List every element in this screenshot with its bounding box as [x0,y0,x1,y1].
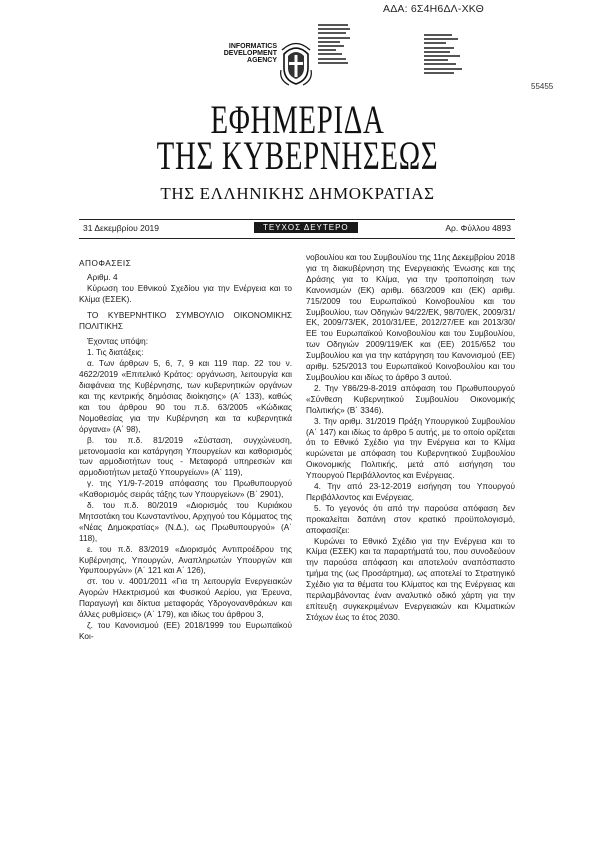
paragraph: ΤΟ ΚΥΒΕΡΝΗΤΙΚΟ ΣΥΜΒΟΥΛΙΟ ΟΙΚΟΝΟΜΙΚΗΣ ΠΟΛΙΤΙΚΗΣ [79,310,292,331]
document-number: 55455 [531,82,554,91]
paragraph: ΑΠΟΦΑΣΕΙΣ [79,259,132,268]
paragraph: νοβουλίου και του Συμβουλίου της 11ης Δεκεμβρίου 2018 για τη διακυβέρνηση της Ενεργειακής Ένωσης και της Δράσης για το Κλίμα, για την τροποποίηση των Κανονισμών (ΕΚ) αριθμ. 663/2009 και (ΕΚ) αριθμ. 715/2009 του Ευρωπαϊκού Κοινοβουλίου και του Συμβουλίου, των Οδηγιών 94/22/ΕΚ, 98/70/ΕΚ, 2009/31/ΕΚ, 2009/73/ΕΚ, 2010/31/ΕΕ, 2012/27/ΕΕ και 2013/30/ΕΕ του Ευρωπαϊκού Κοινοβουλίου και του Συμβουλίου, των Οδηγιών 2009/119/ΕΚ και (ΕΕ) 2015/652 του Συμβουλίου και για την κατάργηση του Κανονισμού (ΕΕ) αριθμ. 525/2013 του Ευρωπαϊκού Κοινοβουλίου και του Συμβουλίου και ιδίως το άρθρο 3 αυτού. [306,253,515,382]
paragraph: Κυρώνει το Εθνικό Σχέδιο για την Ενέργεια και το Κλίμα (ΕΣΕΚ) και τα παραρτήματά του, που συνοδεύουν την παρούσα απόφαση και αποτελούν αναπόσπαστο τμήμα της (ως Προσάρτημα), ως αποτελεί το Στρατηγικό Σχέδιο για τα θέματα του Κλίματος και της Ενέργειας και περιλαμβάνοντας έναν αναλυτικό οδικό χάρτη για την επίτευξη συγκεκριμένων Ενεργειακών και Κλιματικών Στόχων έως το έτος 2030. [306,536,515,622]
top-rule [79,219,515,220]
issue-label: ΤΕΥΧΟΣ ΔΕΥΤΕΡΟ [254,222,358,233]
greek-coat-of-arms-icon [279,40,313,86]
issue-info-bar [79,223,515,235]
gazette-title-line2: ΤΗΣ ΚΥΒΕΡΝΗΣΕΩΣ [156,133,439,178]
paragraph: 1. Τις διατάξεις: [87,348,144,358]
paragraph: ε. του π.δ. 83/2019 «Διορισμός Αντιπροέδρου της Κυβέρνησης, Υπουργών, Αναπληρωτών Υπουργών και Υφυπουργών» (Α΄ 121 και Α΄ 126), [79,544,292,576]
paragraph: στ. του ν. 4001/2011 «Για τη λειτουργία Ενεργειακών Αγορών Ηλεκτρισμού και Φυσικού Αερίου, για Έρευνα, Παραγωγή και δίκτυα μεταφοράς Υδρογονανθράκων και άλλες ρυθμίσεις» (Α΄ 179), και ιδίως του άρθρου 3, [79,577,292,620]
paragraph: Έχοντας υπόψη: [87,337,149,347]
paragraph: Κύρωση του Εθνικού Σχεδίου για την Ενέργεια και το Κλίμα (ΕΣΕΚ). [79,283,292,304]
left-column [79,259,292,643]
paragraph: α. Των άρθρων 5, 6, 7, 9 και 119 παρ. 22 του ν. 4622/2019 «Επιτελικό Κράτος: οργάνωση, λειτουργία και διαφάνεια της Κυβέρνησης, των κυβερνητικών οργάνων και της κεντρικής δημόσιας διοίκησης» (Α΄ 133), καθώς και του άρθρου 90 του π.δ. 63/2005 «Κώδικας Νομοθεσίας για την Κυβέρνηση και τα κυβερνητικά όργανα» (Α΄ 98), [79,359,292,434]
agency-label: INFORMATICS DEVELOPMENT AGENCY [223,43,277,64]
paragraph: 5. Το γεγονός ότι από την παρούσα απόφαση δεν προκαλείται δαπάνη στον κρατικό προϋπολογισμό, αποφασίζει: [306,503,515,535]
paragraph: δ. του π.δ. 80/2019 «Διορισμός του Κυριάκου Μητσοτάκη του Κωνσταντίνου, Αρχηγού του Κόμματος της «Νέας Δημοκρατίας» (Ν.Δ.), ως Πρωθυπουργού» (Α΄ 118), [79,501,292,543]
paragraph: 2. Την Υ86/29-8-2019 απόφαση του Πρωθυπουργού «Σύνθεση Κυβερνητικού Συμβουλίου Οικονομικής Πολιτικής» (Β΄ 3346). [306,383,515,415]
sheet-number: Αρ. Φύλλου 4893 [445,223,511,233]
gazette-subtitle: ΤΗΣ ΕΛΛΗΝΙΚΗΣ ΔΗΜΟΚΡΑΤΙΑΣ [160,184,435,203]
paragraph: γ. της Υ1/9-7-2019 απόφασης του Πρωθυπουργού «Καθορισμός σειράς τάξης των Υπουργείων» (Β΄ 2901), [79,479,292,500]
gazette-title-line1: ΕΦΗΜΕΡΙΔΑ [210,97,385,142]
masthead [0,24,595,94]
bottom-rule [79,238,515,239]
paragraph: 4. Την από 23-12-2019 εισήγηση του Υπουργού Περιβάλλοντος και Ενέργειας. [306,482,515,502]
right-column [306,253,515,624]
issue-date: 31 Δεκεμβρίου 2019 [83,223,160,233]
paragraph: 3. Την αριθμ. 31/2019 Πράξη Υπουργικού Συμβουλίου (Α΄ 147) και ιδίως το άρθρο 5 αυτής, με το οποίο ορίζεται ότι το Εθνικό Σχέδιο για την Ενέργεια και το Κλίμα κυρώνεται με απόφαση του Κυβερνητικού Συμβουλίου Οικονομικής Πολιτικής, μετά από εισήγηση του Υπουργού Περιβάλλοντος και Ενέργειας. [306,416,515,481]
paragraph: Αριθμ. 4 [87,272,118,282]
paragraph: ζ. του Κανονισμού (ΕΕ) 2018/1999 του Ευρωπαϊκού Κοι- [79,621,292,641]
agency-address-block [318,24,352,66]
ada-code: ΑΔΑ: 6Σ4Η6ΔΛ-ΧΚΘ [383,3,485,15]
agency-contact-block [424,34,464,76]
paragraph: β. του π.δ. 81/2019 «Σύσταση, συγχώνευση, μετονομασία και κατάργηση Υπουργείων και καθορισμός των αρμοδιοτήτων τους - Μεταφορά υπηρεσιών και αρμοδιοτήτων μεταξύ Υπουργείων» (Α΄ 119), [79,435,292,478]
